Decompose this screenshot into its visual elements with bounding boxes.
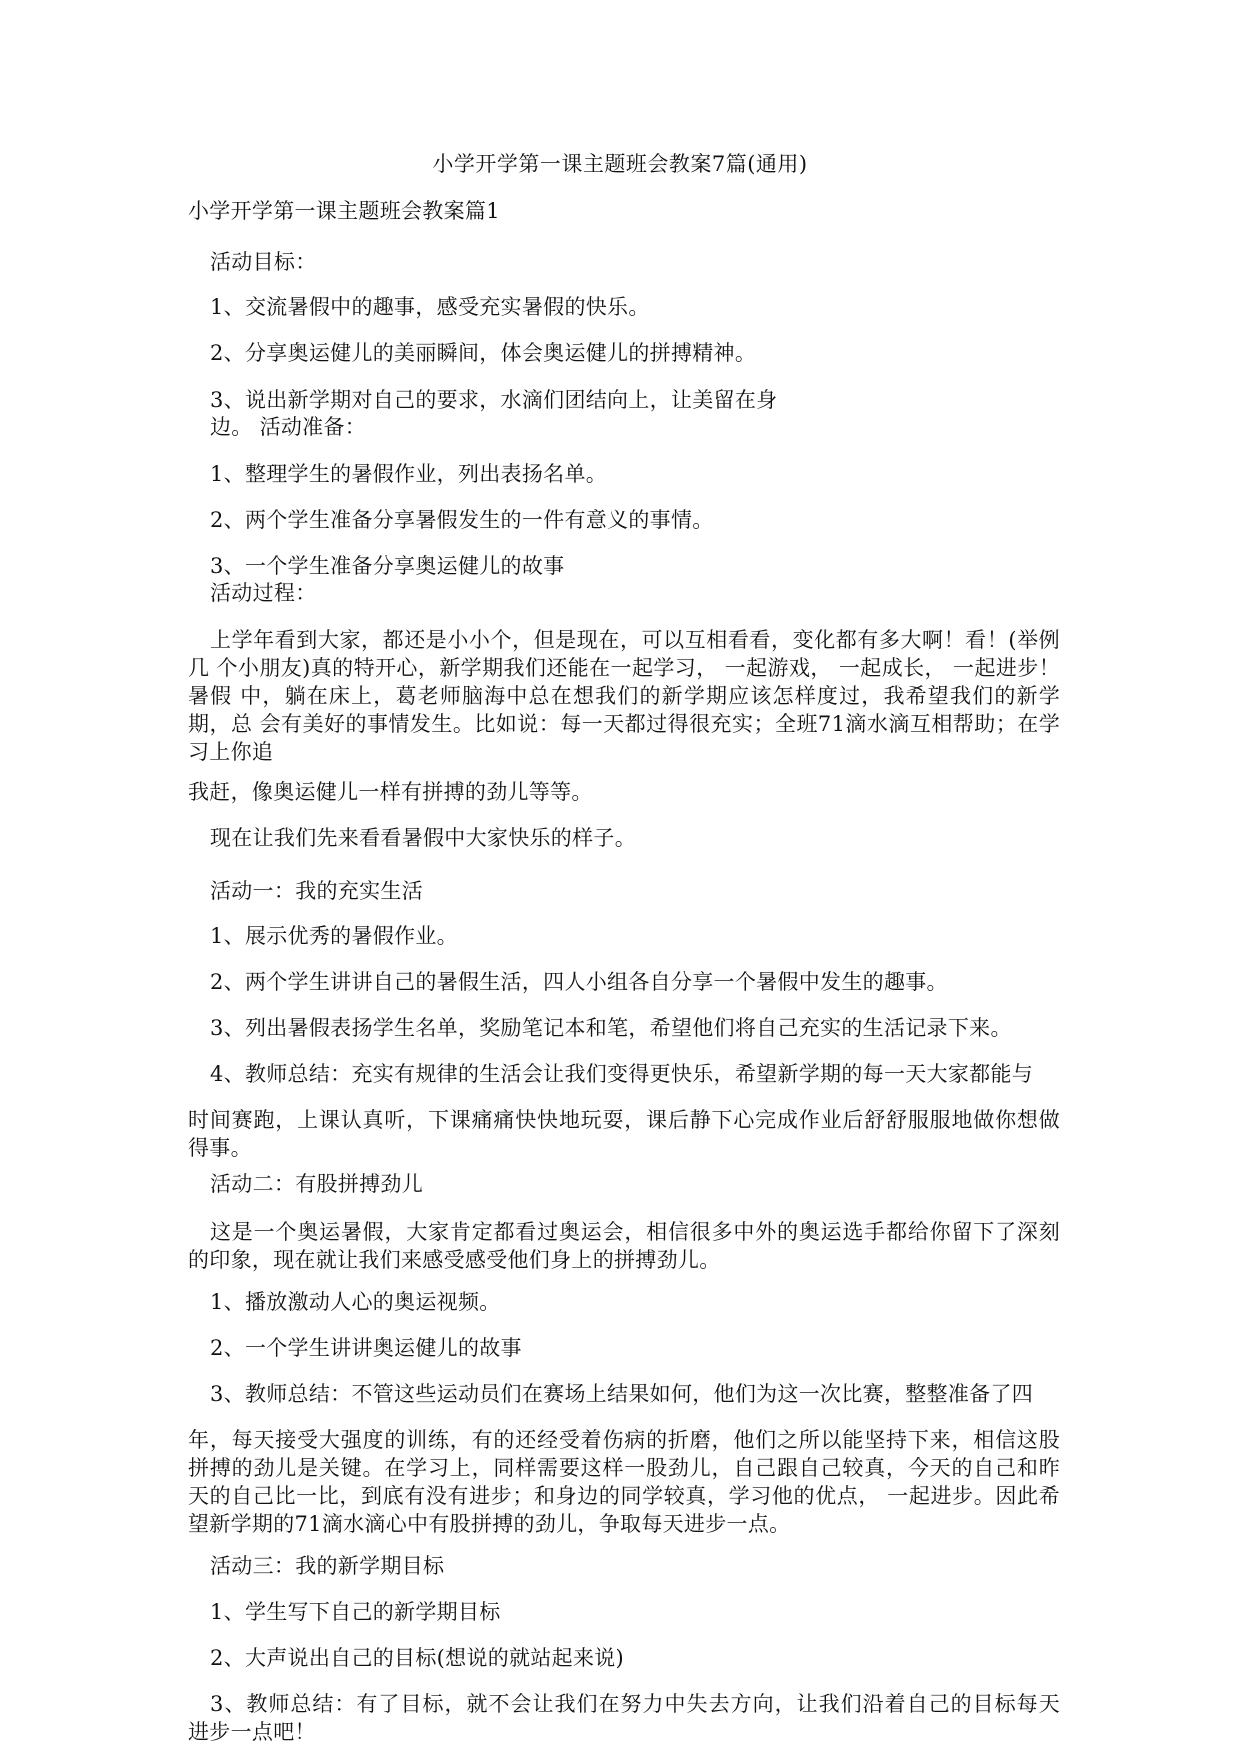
activity-3-item-2: 2、大声说出自己的目标(想说的就站起来说) [210,1646,625,1670]
activity-1-item-4: 4、教师总结：充实有规律的生活会让我们变得更快乐，希望新学期的每一天大家都能与 [210,1062,1034,1086]
activity-1-heading: 活动一：我的充实生活 [210,879,423,903]
activity-3-heading: 活动三：我的新学期目标 [210,1554,445,1578]
activity-2-intro: 这是一个奥运暑假，大家肯定都看过奥运会，相信很多中外的奥运选手都给你留下了深刻 的印象，现在就让我们来感受感受他们身上的拼搏劲儿。 [188,1220,1060,1272]
activity-2-item-3: 3、教师总结：不管这些运动员们在赛场上结果如何，他们为这一次比赛，整整准备了四 [210,1382,1034,1406]
goal-item-1: 1、交流暑假中的趣事，感受充实暑假的快乐。 [210,295,650,319]
activity-1-item-2: 2、两个学生讲讲自己的暑假生活，四人小组各自分享一个暑假中发生的趣事。 [210,970,948,994]
activity-3-item-1: 1、学生写下自己的新学期目标 [210,1600,501,1624]
activity-3-item-3: 3、教师总结：有了目标，就不会让我们在努力中失去方向，让我们沿着自己的目标每天 进步一点吧！ [188,1692,1060,1744]
activity-2-item-3-continued: 年，每天接受大强度的训练，有的还经受着伤病的折磨，他们之所以能坚持下来，相信这股拼搏的劲儿是关键。在学习上，同样需要这样一股劲儿，自己跟自己较真，今天的自己和昨天的自己比一比，到底有没有进步；和身边的同学较真，学习他的优点， 一起进步。因此希望新学期的71滴水滴心中有股拼搏的劲儿，争取每天进步一点。 [188,1428,1060,1536]
prep-item-1: 1、整理学生的暑假作业，列出表扬名单。 [210,462,608,486]
activity-1-item-3: 3、列出暑假表扬学生名单，奖励笔记本和笔，希望他们将自己充实的生活记录下来。 [210,1016,1012,1040]
document-title: 小学开学第一课主题班会教案7篇(通用) [432,152,808,176]
activity-2-item-2: 2、一个学生讲讲奥运健儿的故事 [210,1336,522,1360]
goal-item-2: 2、分享奥运健儿的美丽瞬间，体会奥运健儿的拼搏精神。 [210,341,757,365]
intro-paragraph-2: 现在让我们先来看看暑假中大家快乐的样子。 [210,826,636,850]
prep-item-3: 3、一个学生准备分享奥运健儿的故事 [210,554,565,578]
activity-1-item-1: 1、展示优秀的暑假作业。 [210,924,458,948]
activity-2-item-1: 1、播放激动人心的奥运视频。 [210,1290,501,1314]
goal-heading: 活动目标： [210,250,317,274]
activity-2-heading: 活动二：有股拼搏劲儿 [210,1172,423,1196]
intro-paragraph-continued: 我赶，像奥运健儿一样有拼搏的劲儿等等。 [188,780,593,804]
goal-item-3-continued: 边。 活动准备： [210,415,367,439]
goal-item-3: 3、说出新学期对自己的要求，水滴们团结向上，让美留在身 [210,388,778,412]
process-heading: 活动过程： [210,581,317,605]
section-heading: 小学开学第一课主题班会教案篇1 [188,199,500,223]
prep-item-2: 2、两个学生准备分享暑假发生的一件有意义的事情。 [210,508,714,532]
activity-1-item-4-continued: 时间赛跑，上课认真听，下课痛痛快快地玩耍，课后静下心完成作业后舒舒服服地做你想做得事。 [188,1108,1060,1160]
intro-paragraph: 上学年看到大家，都还是小小个，但是现在，可以互相看看，变化都有多大啊！看！(举例几 个小朋友)真的特开心，新学期我们还能在一起学习， 一起游戏， 一起成长， 一起进步！暑假 中，躺在床上，葛老师脑海中总在想我们的新学期应该怎样度过，我希望我们的新学期，总 会有美好的事情发生。比如说：每一天都过得很充实；全班71滴水滴互相帮助；在学习上你追 [188,628,1060,764]
